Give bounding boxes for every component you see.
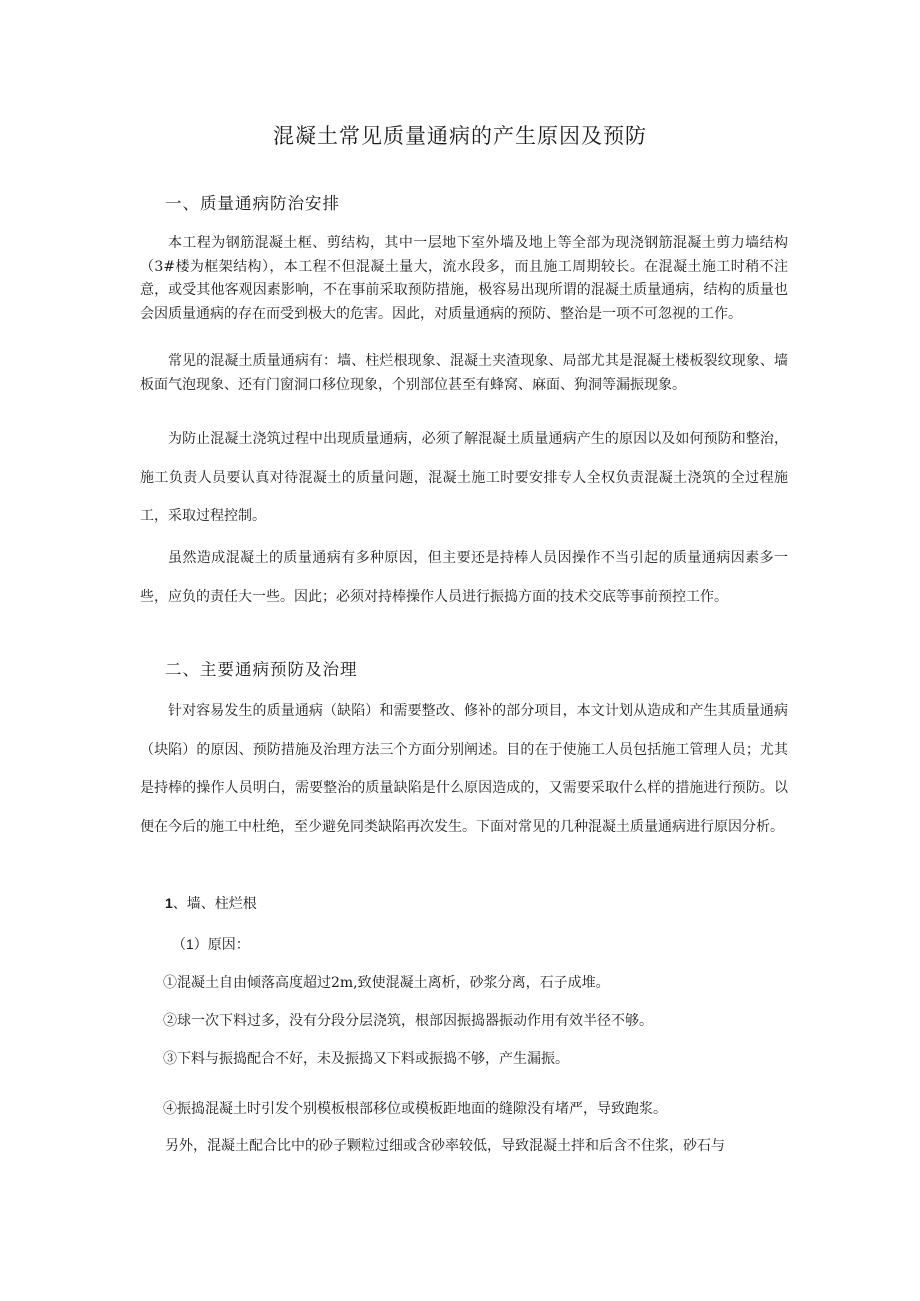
cause-heading: [172, 934, 250, 954]
item-1-number: 1: [165, 895, 173, 911]
cause-item-2: ②球一次下料过多，没有分段分层浇筑，根部因振捣器振动作用有效半径不够。: [163, 1013, 653, 1029]
cause-number: （1）: [172, 936, 208, 952]
section-1-paragraph-3: 为防止混凝土浇筑过程中出现质量通病，必须了解混凝土质量通病产生的原因以及如何预防和整治，施工负责人员要认真对待混凝土的质量问题，混凝土施工时要安排专人全权负责混凝土浇筑的全过程施工，采取过程控制。: [140, 431, 788, 524]
item-1-title: 、墙、柱烂根: [172, 896, 257, 912]
section-2-heading: 二、主要通病预防及治理: [165, 660, 358, 679]
other-paragraph: 另外，混凝土配合比中的砂子颗粒过细或含砂率较低，导致混凝土拌和后含不住浆，砂石与: [165, 1138, 725, 1154]
cause-item-4: ④振捣混凝土时引发个别模板根部移位或模板距地面的缝隙没有堵严，导致跑浆。: [163, 1101, 667, 1117]
section-1-heading: 一、质量通病防治安排: [165, 194, 340, 213]
document-title: 混凝土常见质量通病的产生原因及预防: [273, 124, 647, 148]
cause-item-1: ①混凝土自由倾落高度超过2m,致使混凝土离析，砂浆分离，石子成堆。: [163, 975, 610, 991]
cause-item-3: ③下料与振捣配合不好，未及振捣又下料或振捣不够，产生漏振。: [163, 1051, 569, 1067]
item-1-heading: [165, 893, 257, 913]
section-1-paragraph-4: 虽然造成混凝土的质量通病有多种原因，但主要还是持棒人员因操作不当引起的质量通病因素多一些，应负的责任大一些。因此；必须对持棒操作人员进行振捣方面的技术交底等事前预控工作。: [140, 550, 788, 605]
section-1-paragraph-2: 常见的混凝土质量通病有：墙、柱烂根现象、混凝土夹渣现象、局部尤其是混凝土楼板裂纹现象、墙板面气泡现象、还有门窗洞口移位现象，个别部位甚至有蜂窝、麻面、狗洞等漏振现象。: [140, 353, 788, 393]
cause-label: 原因：: [207, 937, 250, 953]
section-2-paragraph-1: 针对容易发生的质量通病（缺陷）和需要整改、修补的部分项目，本文计划从造成和产生其质量通病（块陷）的原因、预防措施及治理方法三个方面分别阐述。目的在于使施工人员包括施工管理人员；尤其是持棒的操作人员明白，需要整治的质量缺陷是什么原因造成的，又需要采取什么样的措施进行预防。以便在今后的施工中杜绝，至少避免同类缺陷再次发生。下面对常见的几种混凝土质量通病进行原因分析。: [140, 703, 788, 835]
section-1-paragraph-1: 本工程为钢筋混凝土框、剪结构，其中一层地下室外墙及地上等全部为现浇钢筋混凝土剪力墙结构（3#楼为框架结构），本工程不但混凝土量大，流水段多，而且施工周期较长。在混凝土施工时稍不注意，或受其他客观因素影响，不在事前采取预防措施，极容易出现所谓的混凝土质量通病，结构的质量也会因质量通病的存在而受到极大的危害。因此，对质量通病的预防、整治是一项不可忽视的工作。: [140, 235, 788, 322]
